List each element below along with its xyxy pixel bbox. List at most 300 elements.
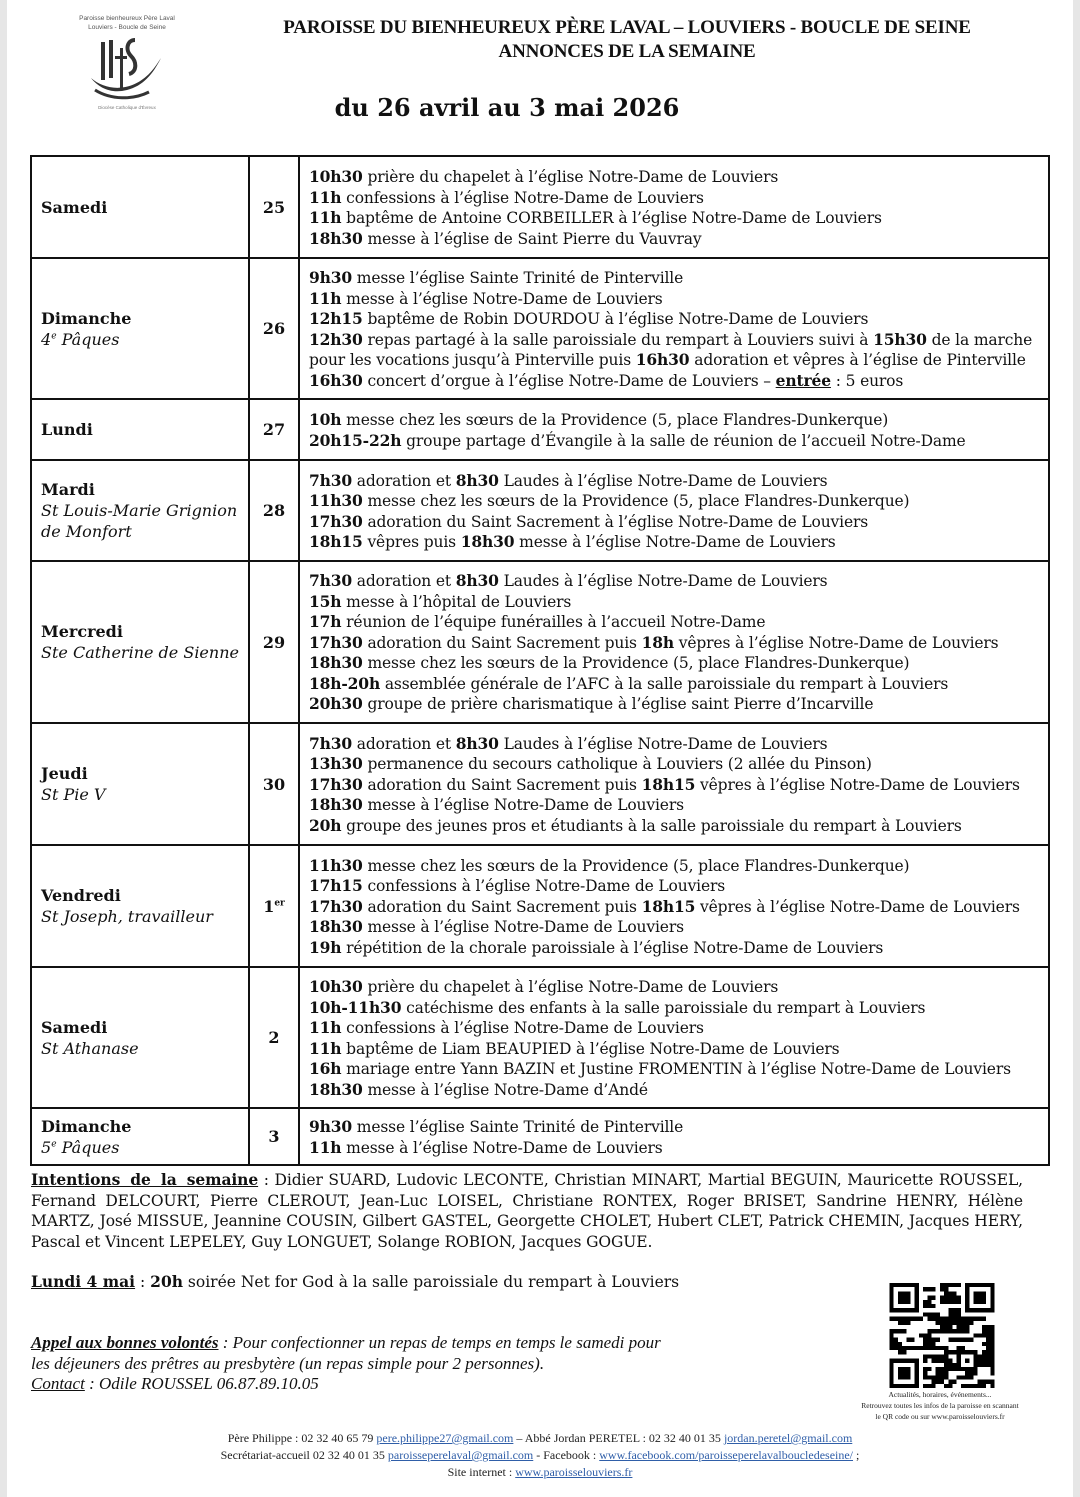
qr-caption-3: le QR code ou sur www.paroisselouviers.fr	[875, 1412, 1005, 1421]
day-name: Dimanche	[41, 1116, 132, 1136]
qr-module	[936, 1371, 940, 1375]
day-number-cell	[249, 967, 299, 1108]
qr-module	[961, 1325, 965, 1329]
qr-module	[957, 1317, 961, 1321]
qr-module	[923, 1333, 927, 1337]
qr-module	[948, 1380, 952, 1384]
qr-module	[965, 1321, 969, 1325]
schedule-row	[31, 845, 1049, 967]
event-text: baptême de Robin DOURDOU à l’église Notre-Dame de Louviers	[362, 310, 869, 328]
saint-name	[41, 329, 248, 350]
event-text: concert d’orgue à l’église Notre-Dame de Louviers –	[362, 371, 776, 390]
qr-module	[894, 1329, 898, 1333]
event-line	[309, 229, 1040, 250]
qr-module	[965, 1329, 969, 1333]
qr-module	[927, 1367, 931, 1371]
event-time: 9h30	[309, 268, 353, 287]
qr-module	[961, 1329, 965, 1333]
event-time: 11h	[309, 208, 342, 227]
qr-module	[990, 1346, 994, 1350]
qr-module	[990, 1329, 994, 1333]
qr-module	[969, 1338, 973, 1342]
contact-text: : Odile ROUSSEL 06.87.89.10.05	[84, 1374, 319, 1393]
qr-module	[940, 1371, 944, 1375]
qr-module	[940, 1359, 944, 1363]
parish-logo	[69, 14, 185, 118]
event-text: baptême de Liam BEAUPIED à l’église Notre-Dame de Louviers	[341, 1039, 840, 1058]
day-name: Mercredi	[41, 622, 123, 641]
event-time: 16h30	[309, 370, 363, 390]
day-cell	[31, 460, 249, 561]
qr-module	[965, 1371, 969, 1375]
qr-module	[923, 1342, 927, 1346]
appel-section	[31, 1333, 831, 1395]
event-text: prière du chapelet à l’église Notre-Dame de Louviers	[362, 978, 779, 996]
event-emphasis: entrée	[775, 370, 831, 390]
qr-module	[927, 1333, 931, 1337]
footer-site-label: Site internet :	[447, 1465, 516, 1479]
saint-label: Pâques	[61, 1137, 120, 1157]
qr-module	[927, 1300, 931, 1304]
qr-module	[944, 1375, 948, 1379]
qr-module	[961, 1321, 965, 1325]
qr-module	[940, 1346, 944, 1350]
qr-module	[944, 1291, 948, 1295]
event-line	[309, 612, 1040, 633]
qr-module	[906, 1338, 910, 1342]
event-text: messe à l’église Notre-Dame de Louviers	[362, 918, 684, 937]
qr-module	[932, 1287, 936, 1291]
qr-module	[982, 1384, 986, 1388]
qr-module	[944, 1367, 948, 1371]
qr-module	[936, 1359, 940, 1363]
lundi-label: Lundi 4 mai	[31, 1272, 136, 1291]
qr-module	[932, 1312, 936, 1316]
qr-module	[969, 1317, 973, 1321]
event-time: 12h15	[309, 309, 363, 328]
event-line	[309, 674, 1040, 695]
qr-module	[927, 1312, 931, 1316]
event-line	[309, 1018, 1040, 1039]
qr-module	[936, 1338, 940, 1342]
qr-module	[940, 1300, 944, 1304]
saint-name	[41, 1137, 248, 1158]
event-time: 7h30	[309, 571, 353, 591]
page-subtitle: ANNONCES DE LA SEMAINE	[498, 41, 756, 62]
event-text: vêpres à l’église Notre-Dame de Louviers	[695, 775, 1020, 794]
events-cell	[299, 399, 1049, 460]
event-time: 18h30	[460, 532, 515, 551]
qr-module	[927, 1375, 931, 1379]
qr-module	[944, 1363, 948, 1367]
event-text: vêpres à l’église Notre-Dame de Louviers	[695, 897, 1020, 916]
saint-name: Ste Catherine de Sienne	[41, 643, 239, 662]
qr-module	[927, 1346, 931, 1350]
qr-module	[890, 1333, 894, 1337]
qr-module	[982, 1333, 986, 1337]
qr-code-icon[interactable]	[887, 1283, 997, 1388]
qr-module	[990, 1380, 994, 1384]
qr-module	[927, 1329, 931, 1333]
qr-module	[957, 1312, 961, 1316]
event-line	[309, 167, 1040, 188]
qr-module	[940, 1367, 944, 1371]
schedule-row	[31, 723, 1049, 845]
day-cell	[31, 967, 249, 1108]
event-time: 18h30	[309, 653, 363, 673]
day-number-cell	[249, 399, 299, 460]
event-text: Laudes à l’église Notre-Dame de Louviers	[498, 734, 828, 753]
qr-module	[953, 1283, 957, 1287]
event-text: messe à l’église de Saint Pierre du Vauvray	[362, 229, 702, 248]
qr-module	[944, 1329, 948, 1333]
event-time: 17h15	[309, 876, 363, 896]
event-line	[309, 491, 1040, 512]
qr-module	[936, 1346, 940, 1350]
event-time: 10h30	[309, 977, 363, 996]
event-text: messe à l’église Notre-Dame d’Andé	[362, 1080, 648, 1099]
qr-module	[911, 1317, 915, 1321]
qr-module	[990, 1342, 994, 1346]
event-time: 18h30	[309, 1079, 363, 1099]
event-text: groupe de prière charismatique à l’église saint Pierre d’Incarville	[362, 695, 874, 714]
email-link-pere-philippe[interactable]: pere.philippe27@gmail.com	[376, 1431, 514, 1445]
qr-module	[990, 1363, 994, 1367]
event-line	[309, 876, 1040, 897]
event-time: 18h30	[309, 795, 363, 815]
event-text: messe à l’église Notre-Dame de Louviers	[362, 796, 684, 815]
event-line	[309, 371, 1040, 392]
qr-module	[948, 1321, 952, 1325]
event-line	[309, 653, 1040, 674]
day-number: 26	[262, 319, 286, 338]
event-line	[309, 1039, 1040, 1060]
qr-module	[940, 1325, 944, 1329]
lundi-text: soirée Net for God à la salle paroissiale du rempart à Louviers	[183, 1273, 680, 1291]
day-name: Jeudi	[41, 764, 88, 783]
qr-module	[948, 1325, 952, 1329]
ihs-boat-icon	[87, 34, 167, 104]
qr-module	[990, 1354, 994, 1358]
weekly-schedule-table	[30, 155, 1050, 1166]
qr-module	[957, 1308, 961, 1312]
qr-module	[948, 1283, 952, 1287]
event-text: Laudes à l’église Notre-Dame de Louviers	[498, 572, 828, 591]
qr-module	[927, 1342, 931, 1346]
event-line	[309, 330, 1040, 351]
qr-module	[969, 1375, 973, 1379]
event-line	[309, 734, 1040, 755]
day-number-cell	[249, 1108, 299, 1165]
event-line	[309, 571, 1040, 592]
qr-module	[902, 1346, 906, 1350]
event-time: 8h30	[455, 571, 499, 591]
logo-top-text-2: Louviers - Boucle de Seine	[88, 24, 166, 31]
qr-module	[927, 1287, 931, 1291]
qr-module	[948, 1350, 952, 1354]
email-link-jordan[interactable]: jordan.peretel@gmail.com	[723, 1431, 853, 1445]
event-text: messe l’église Sainte Trinité de Pinterville	[352, 269, 684, 287]
qr-module	[923, 1384, 927, 1388]
qr-module	[982, 1359, 986, 1363]
qr-module	[978, 1359, 982, 1363]
event-line	[309, 1059, 1040, 1080]
qr-module	[974, 1384, 978, 1388]
event-time: 17h30	[309, 511, 363, 531]
day-number: 28	[262, 501, 286, 520]
event-text: confessions à l’église Notre-Dame de Louviers	[362, 877, 726, 896]
qr-module	[961, 1338, 965, 1342]
appel-text-2: les déjeuners des prêtres au presbytère (un repas simple pour 2 personnes).	[31, 1353, 545, 1373]
qr-module	[919, 1333, 923, 1337]
event-text: : 5 euros	[830, 371, 904, 390]
qr-module	[982, 1354, 986, 1358]
event-line	[309, 592, 1040, 613]
events-cell	[299, 967, 1049, 1108]
qr-module	[965, 1375, 969, 1379]
qr-module	[953, 1317, 957, 1321]
event-line	[309, 208, 1040, 229]
appel-label: Appel aux bonnes volontés	[31, 1333, 219, 1352]
qr-module	[940, 1354, 944, 1358]
qr-module	[948, 1296, 952, 1300]
qr-module	[898, 1329, 902, 1333]
qr-module	[986, 1325, 990, 1329]
qr-module	[944, 1296, 948, 1300]
schedule-row	[31, 460, 1049, 561]
footer-pere-philippe: Père Philippe : 02 32 40 65 79	[227, 1431, 377, 1445]
event-text: adoration et	[352, 734, 456, 753]
schedule-row	[31, 399, 1049, 460]
qr-module	[940, 1380, 944, 1384]
qr-module	[986, 1329, 990, 1333]
day-name: Samedi	[41, 1017, 108, 1037]
schedule-row	[31, 258, 1049, 399]
contact-footer	[100, 1430, 980, 1481]
event-line	[309, 633, 1040, 654]
website-link[interactable]: www.paroisselouviers.fr	[515, 1465, 633, 1479]
footer-secretariat: Secrétariat-accueil 02 32 40 01 35	[220, 1448, 388, 1462]
appel-text-1: : Pour confectionner un repas de temps en temps le samedi pour	[218, 1333, 661, 1352]
day-number-cell	[249, 845, 299, 967]
qr-caption-2: Retrouvez toutes les infos de la paroisse en scannant	[861, 1401, 1019, 1410]
day-number: 2	[268, 1028, 280, 1047]
day-name: Mardi	[41, 480, 95, 499]
event-time: 10h-11h30	[309, 997, 402, 1017]
event-time: 18h15	[309, 532, 363, 551]
qr-module	[957, 1346, 961, 1350]
event-time: 18h-20h	[309, 673, 381, 693]
event-text: catéchisme des enfants à la salle paroissiale du rempart à Louviers	[401, 998, 926, 1017]
event-text: adoration et	[352, 572, 456, 591]
event-text: assemblée générale de l’AFC à la salle paroissiale du rempart à Louviers	[380, 674, 949, 693]
event-text: adoration du Saint Sacrement puis	[362, 897, 642, 916]
qr-module	[969, 1371, 973, 1375]
qr-module	[915, 1346, 919, 1350]
event-text: messe à l’église Notre-Dame de Louviers	[514, 533, 836, 551]
saint-name: St Athanase	[41, 1038, 139, 1058]
event-time: 20h15-22h	[309, 430, 402, 450]
qr-module	[978, 1363, 982, 1367]
qr-module	[986, 1342, 990, 1346]
event-time: 17h30	[309, 774, 363, 794]
qr-module	[953, 1308, 957, 1312]
qr-module	[965, 1384, 969, 1388]
footer-semicolon: ;	[853, 1448, 860, 1462]
contact-label: Contact	[31, 1374, 85, 1393]
qr-module	[948, 1308, 952, 1312]
qr-module	[957, 1321, 961, 1325]
qr-module	[936, 1380, 940, 1384]
qr-module	[911, 1338, 915, 1342]
event-line	[309, 268, 1040, 289]
event-line	[309, 471, 1040, 492]
qr-module	[923, 1354, 927, 1358]
qr-module	[990, 1333, 994, 1337]
event-line	[309, 856, 1040, 877]
qr-module	[906, 1321, 910, 1325]
qr-module	[890, 1317, 894, 1321]
qr-module	[940, 1375, 944, 1379]
qr-module	[932, 1329, 936, 1333]
qr-module	[990, 1367, 994, 1371]
qr-module	[944, 1300, 948, 1304]
events-cell	[299, 460, 1049, 561]
day-name: Lundi	[41, 420, 93, 439]
day-name: Dimanche	[41, 308, 132, 328]
qr-module	[906, 1317, 910, 1321]
day-number: 27	[262, 420, 286, 439]
saint-name: St Louis-Marie Grignion	[41, 501, 238, 520]
event-line	[309, 309, 1040, 330]
event-time: 17h	[309, 612, 342, 632]
qr-module	[953, 1350, 957, 1354]
qr-module	[944, 1346, 948, 1350]
event-line	[309, 816, 1040, 837]
event-time: 8h30	[455, 470, 499, 490]
saint-sup: e	[51, 1139, 57, 1150]
event-line	[309, 1138, 1040, 1159]
qr-module	[986, 1354, 990, 1358]
event-time: 16h30	[635, 350, 690, 369]
event-time: 16h	[309, 1059, 342, 1078]
qr-module	[898, 1321, 902, 1325]
qr-module	[890, 1342, 894, 1346]
qr-module	[906, 1346, 910, 1350]
qr-module	[932, 1342, 936, 1346]
event-time: 12h30	[309, 329, 363, 349]
qr-module	[932, 1338, 936, 1342]
qr-module	[965, 1325, 969, 1329]
day-number: 30	[262, 774, 286, 794]
event-text: Laudes à l’église Notre-Dame de Louviers	[498, 471, 828, 490]
qr-module	[932, 1359, 936, 1363]
day-name: Samedi	[41, 197, 108, 217]
qr-module	[957, 1338, 961, 1342]
event-time: 17h30	[309, 896, 363, 916]
qr-module	[948, 1291, 952, 1295]
qr-module	[990, 1371, 994, 1375]
day-cell	[31, 1108, 249, 1165]
event-text: vêpres à l’église Notre-Dame de Louviers	[673, 633, 999, 652]
event-line	[309, 917, 1040, 938]
qr-module	[932, 1384, 936, 1388]
event-line	[309, 431, 1040, 452]
footer-facebook-label: - Facebook :	[533, 1448, 600, 1462]
event-line	[309, 754, 1040, 775]
event-text: adoration du Saint Sacrement puis	[362, 775, 642, 794]
event-text: messe à l’hôpital de Louviers	[341, 592, 572, 611]
event-time: 15h30	[873, 329, 927, 349]
qr-module	[932, 1354, 936, 1358]
facebook-link[interactable]: www.facebook.com/paroisseperelavalboucledeseine/	[599, 1448, 854, 1462]
qr-module	[982, 1329, 986, 1333]
qr-module	[953, 1300, 957, 1304]
event-line	[309, 350, 1040, 371]
events-cell	[299, 845, 1049, 967]
event-time: 17h30	[309, 632, 363, 652]
qr-module	[965, 1338, 969, 1342]
event-text: messe chez les sœurs de la Providence (5, place Flandres-Dunkerque)	[362, 492, 910, 510]
qr-module	[948, 1338, 952, 1342]
qr-module	[965, 1317, 969, 1321]
qr-module	[919, 1317, 923, 1321]
qr-module	[957, 1329, 961, 1333]
qr-module	[898, 1350, 902, 1354]
intentions-section	[31, 1170, 1023, 1252]
event-line	[309, 694, 1040, 715]
qr-module	[940, 1287, 944, 1291]
event-text: adoration et	[352, 471, 456, 490]
qr-module	[932, 1346, 936, 1350]
schedule-row	[31, 967, 1049, 1108]
qr-module	[982, 1363, 986, 1367]
qr-module	[890, 1338, 894, 1342]
qr-module	[961, 1317, 965, 1321]
qr-module	[982, 1317, 986, 1321]
qr-module	[953, 1321, 957, 1325]
event-time: 7h30	[309, 733, 353, 753]
qr-caption	[840, 1389, 1040, 1422]
qr-module	[894, 1342, 898, 1346]
qr-module	[969, 1384, 973, 1388]
page-title: PAROISSE DU BIENHEUREUX PÈRE LAVAL – LOUVIERS - BOUCLE DE SEINE	[283, 17, 971, 38]
qr-module	[986, 1346, 990, 1350]
qr-module	[890, 1346, 894, 1350]
qr-module	[957, 1283, 961, 1287]
event-time: 18h30	[309, 917, 363, 937]
event-text: baptême de Antoine CORBEILLER à l’église Notre-Dame de Louviers	[341, 209, 882, 227]
qr-module	[944, 1354, 948, 1358]
qr-module	[953, 1291, 957, 1295]
qr-module	[898, 1291, 911, 1304]
email-link-secretariat[interactable]: paroisseperelaval@gmail.com	[387, 1448, 534, 1462]
saint-label: Pâques	[61, 329, 120, 349]
event-time: 11h	[309, 1038, 342, 1058]
logo-top-text-1: Paroisse bienheureux Père Laval	[79, 15, 175, 22]
day-number: 25	[262, 197, 286, 217]
qr-module	[915, 1317, 919, 1321]
event-time: 18h	[641, 632, 674, 652]
qr-module	[990, 1350, 994, 1354]
qr-module	[978, 1354, 982, 1358]
saint-sup: e	[51, 331, 57, 342]
event-time: 18h15	[641, 774, 696, 794]
qr-module	[940, 1317, 944, 1321]
saint-name-line-2: de Monfort	[41, 522, 132, 541]
logo-bottom-text: Diocèse Catholique d'Évreux	[98, 105, 156, 110]
qr-module	[978, 1380, 982, 1384]
